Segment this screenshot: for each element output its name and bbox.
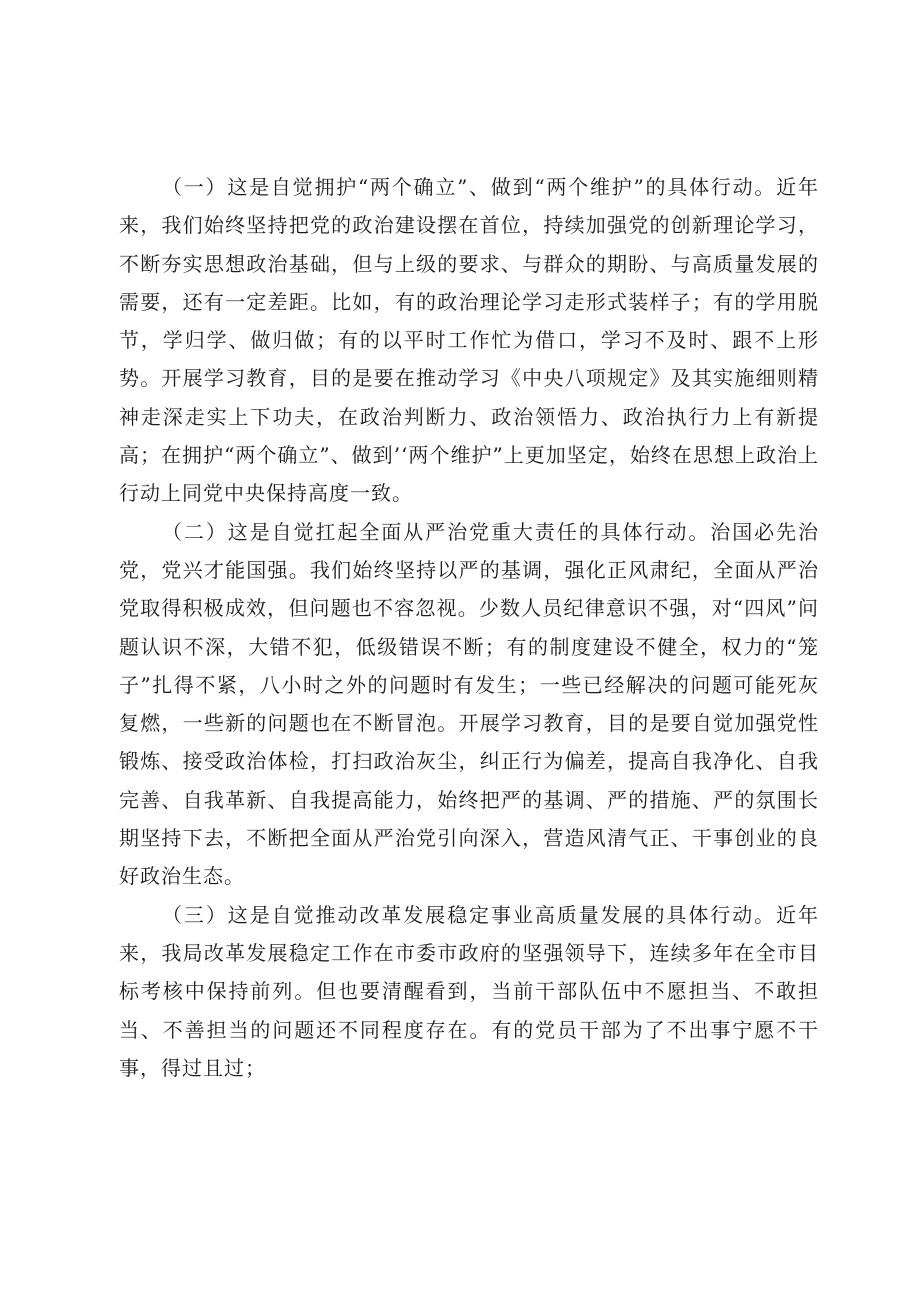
paragraph-2: （二）这是自觉扛起全面从严治党重大责任的具体行动。治国必先治党，党兴才能国强。我们始终坚持以严的基调，强化正风肃纪，全面从严治党取得积极成效，但问题也不容忽视。少数人员纪律意识不强，对“四风”问题认识不深，大错不犯，低级错误不断；有的制度建设不健全，权力的“笼子”扎得不紧，八小时之外的问题时有发生；一些已经解决的问题可能死灰复燃，一些新的问题也在不断冒泡。开展学习教育，目的是要自觉加强党性锻炼、接受政治体检，打扫政治灰尘，纠正行为偏差，提高自我净化、自我完善、自我革新、自我提高能力，始终把严的基调、严的措施、严的氛围长期坚持下去，不断把全面从严治党引向深入，营造风清气正、干事创业的良好政治生态。 [119,519,819,889]
paragraph-1: （一）这是自觉拥护“两个确立”、做到“两个维护”的具体行动。近年来，我们始终坚持把党的政治建设摆在首位，持续加强党的创新理论学习，不断夯实思想政治基础，但与上级的要求、与群众的期盼、与高质量发展的需要，还有一定差距。比如，有的政治理论学习走形式装样子；有的学用脱节，学归学、做归做；有的以平时工作忙为借口，学习不及时、跟不上形势。开展学习教育，目的是要在推动学习《中央八项规定》及其实施细则精神走深走实上下功夫，在政治判断力、政治领悟力、政治执行力上有新提高；在拥护“两个确立”、做到’‘两个维护”上更加坚定，始终在思想上政治上行动上同党中央保持高度一致。 [119,175,819,506]
document-body [119,168,819,1087]
paragraph-3: （三）这是自觉推动改革发展稳定事业高质量发展的具体行动。近年来，我局改革发展稳定工作在市委市政府的坚强领导下，连续多年在全市目标考核中保持前列。但也要清醒看到，当前干部队伍中不愿担当、不敢担当、不善担当的问题还不同程度存在。有的党员干部为了不出事宁愿不干事，得过且过； [119,902,819,1080]
